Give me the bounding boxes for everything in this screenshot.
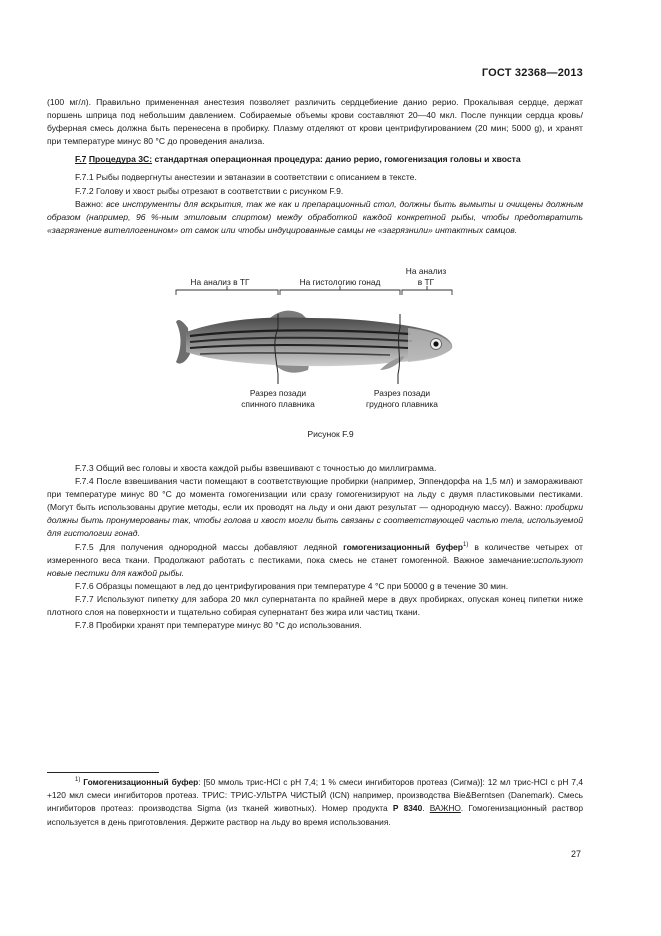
- item-f7-2: F.7.2 Голову и хвост рыбы отрезают в соответствии с рисунком F.9.: [75, 185, 344, 196]
- brace-tail: [402, 290, 452, 295]
- cut-label-pectoral-line2: грудного плавника: [366, 398, 438, 409]
- section-number: F.7: [75, 154, 87, 165]
- page-number: 27: [570, 849, 581, 859]
- footnote-text-c: . Гомогенизационный раствор используется в день приготовления. Держите раствор на льду во время использования.: [47, 803, 584, 827]
- cut-label-dorsal: [228, 388, 328, 409]
- footnote: [47, 776, 583, 829]
- item-f7-8: F.7.8 Пробирки хранят при температуре минус 80 °С до использования.: [75, 620, 362, 631]
- footnote-term: Гомогенизационный буфер: [83, 777, 199, 787]
- footnote-text-b: .: [422, 803, 430, 814]
- lower-text-block: [47, 462, 583, 632]
- item-f7-5-bold: гомогенизационный буфер: [343, 541, 464, 552]
- footnote-text-a: : [50 ммоль трис-HCl с pH 7,4; 1 % смеси ингибиторов протеаз (Сигма)]: 12 мл трис-HCl с pH 7,4 +120 мкл смеси ингибиторов протеаз. ТРИС: ТРИС-УЛЬТРА ЧИСТЫЙ (ICN) например, производства Bie&Berntsen (Danemark). Смесь ингибиторов протеаз: производства Sigma (из тканей животных). Номер продукта: [47, 777, 583, 814]
- important-note: [47, 198, 583, 237]
- footnote-ref: 1): [463, 541, 469, 548]
- item-f7-5-b: в количестве четырех от измеренного веса ткани. Продолжают работать с пестиками, пока смесь не станет гомогенной. Важное замечание:: [47, 541, 583, 565]
- item-f7-4-text: F.7.4 После взвешивания части помещают в соответствующие пробирки (например, Эппендорфа на 1,5 мл) и замораживают при температуре минус 80 °С до момента гомогенизации или сразу гомогенизируют на льду с двумя пластиковыми пестиками. (Могут быть использованы другие методы, если их проводят на льду и они дают результат — однородную массу). Важно:: [47, 476, 583, 513]
- cut-label-dorsal-line2: спинного плавника: [241, 398, 315, 409]
- figure-f9: [160, 262, 460, 442]
- label-tail-tg-line1: На анализ: [405, 266, 447, 276]
- item-f7-5: [47, 541, 583, 580]
- footnote-product-number: Р 8340: [392, 803, 423, 814]
- item-f7-5-a: F.7.5 Для получения однородной массы добавляют ледяной: [75, 541, 344, 552]
- standard-header: ГОСТ 32368—2013: [481, 67, 583, 79]
- item-f7-1: F.7.1 Рыбы подвергнуты анестезии и эвтаназии в соответствии с описанием в тексте.: [75, 172, 417, 183]
- cut-label-dorsal-line1: Разрез позади: [249, 388, 307, 398]
- upper-text-block: [47, 96, 583, 237]
- important-text: все инструменты для вскрытия, так же как и препарационный стол, должны быть вымыты и очищены должным образом (например, 96 %-ным этиловым спиртом) между обработкой каждой конкретной рыбы, чтобы предотвратить «загрязнение вителлогенином» от самок или чтобы индуцированные самцы не «загрязнили» интактных самцов.: [47, 198, 583, 235]
- important-label: Важно:: [75, 198, 107, 209]
- footnote-marker: 1): [75, 777, 81, 784]
- item-f7-6: F.7.6 Образцы помещают в лед до центрифугирования при температуре 4 °С при 50000 g в течение 30 мин.: [75, 580, 509, 591]
- label-gonad-histology: На гистологию гонад: [299, 277, 381, 287]
- section-f7-heading: [47, 153, 583, 166]
- footnote-separator: [47, 772, 159, 773]
- label-tail-tg-line2: в ТГ: [417, 276, 435, 287]
- brace-gonad: [280, 290, 400, 295]
- cut-label-pectoral-line1: Разрез позади: [373, 388, 431, 398]
- item-f7-7: F.7.7 Используют пипетку для забора 20 мкл супернатанта по крайней мере в двух пробирках, опуская конец пипетки ниже плотного слоя на поверхности и тщательно собирая супернатант без жира или частиц ткани.: [47, 593, 583, 618]
- cut-label-pectoral: [352, 388, 452, 409]
- fish-diagram: [160, 262, 460, 442]
- label-head-tg: На анализ в ТГ: [190, 277, 250, 287]
- item-f7-4: [47, 475, 583, 540]
- item-f7-5-italic: используют новые пестики для каждой рыбы.: [47, 554, 583, 578]
- item-f7-4-italic: пробирки должны быть пронумерованы так, чтобы голова и хвост могли быть связаны с соответствующей частью тела, используемой для гистологии гонад.: [47, 502, 583, 539]
- section-title: Процедура 3С:: [88, 154, 153, 165]
- top-paragraph: (100 мг/л). Правильно примененная анестезия позволяет различить сердцебиение данио рерио. Прокалывая сердце, держат поршень шприца под небольшим давлением. Собираемые объемы крови составляют 20—40 мкл. После пункции сердца кровь/буферная смесь должна быть перенесена в пробирку. Плазму отделяют от крови центрифугированием (20 мин; 5000 g), и хранят при температуре минус 80 °С до проведения анализа.: [47, 97, 583, 147]
- footnote-important: ВАЖНО: [429, 803, 461, 814]
- section-title-rest: стандартная операционная процедура: данио рерио, гомогенизация головы и хвоста: [152, 154, 521, 165]
- item-f7-3: F.7.3 Общий вес головы и хвоста каждой рыбы взвешивают с точностью до миллиграмма.: [75, 463, 437, 473]
- figure-caption: Рисунок F.9: [307, 429, 354, 439]
- brace-head: [176, 290, 278, 295]
